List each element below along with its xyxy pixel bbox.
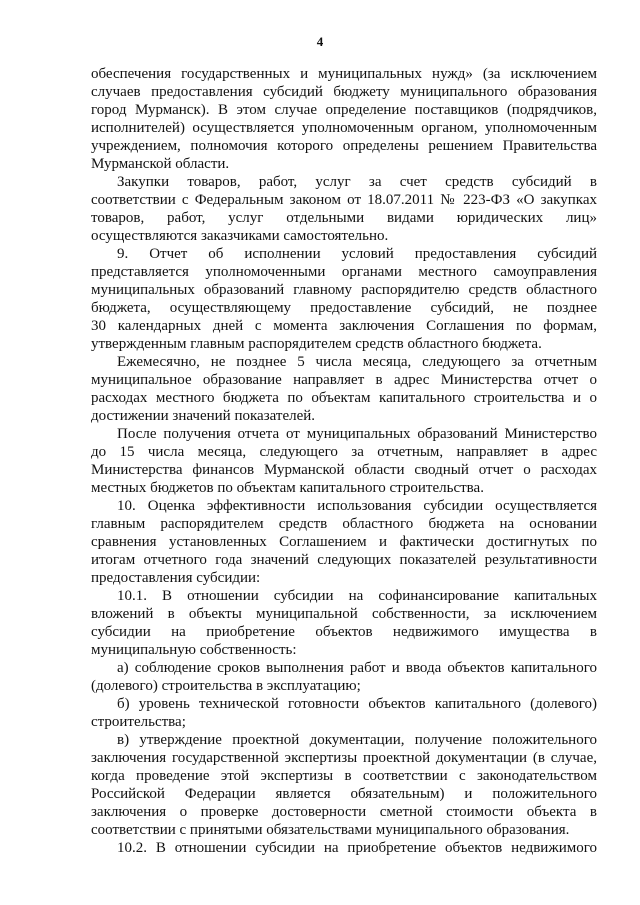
- text-line: расходах местного бюджета по объектам капитального строительства и о: [91, 390, 597, 406]
- text-line: соответствии с Федеральным законом от 18.07.2011 № 223-ФЗ «О закупках: [91, 192, 597, 208]
- text-line: Мурманской области.: [91, 156, 230, 172]
- text-line: до 15 числа месяца, следующего за отчетным, направляет в адрес: [91, 444, 597, 460]
- text-line: представляется уполномоченными органами местного самоуправления: [91, 264, 597, 280]
- page-number: 4: [316, 34, 324, 49]
- text-line: утвержденным главным распорядителем средств областного бюджета.: [91, 336, 542, 352]
- text-line: случаев предоставления субсидий бюджету муниципального образования: [91, 84, 597, 100]
- text-line: Ежемесячно, не позднее 5 числа месяца, следующего за отчетным: [117, 354, 597, 370]
- text-line: Закупки товаров, работ, услуг за счет средств субсидий в: [117, 174, 597, 190]
- text-line: товаров, работ, услуг отдельными видами юридических лиц»: [91, 210, 597, 226]
- text-line: достижении значений показателей.: [91, 408, 316, 424]
- text-line: предоставления субсидии:: [91, 570, 261, 586]
- text-line: Министерства финансов Мурманской области сводный отчет о расходах: [91, 462, 597, 478]
- text-line: субсидии на приобретение объектов недвижимого имущества в: [91, 624, 597, 640]
- text-line: соответствии с принятыми обязательствами муниципального образования.: [91, 822, 570, 838]
- text-line: осуществляются заказчиками самостоятельно.: [91, 228, 389, 244]
- text-line: учреждением, полномочия которого определены решением Правительства: [91, 138, 597, 154]
- text-line: бюджета, осуществляющему предоставление субсидий, не позднее: [91, 300, 597, 316]
- text-line: вложений в объекты муниципальной собственности, за исключением: [91, 606, 597, 622]
- text-line: (долевого) строительства в эксплуатацию;: [91, 678, 361, 694]
- text-line: город Мурманск). В этом случае определение поставщиков (подрядчиков,: [91, 102, 597, 118]
- text-line: заключения о проверке достоверности сметной стоимости объекта в: [91, 804, 597, 820]
- text-line: итогам отчетного года значений следующих показателей результативности: [91, 552, 597, 568]
- text-line: 10.1. В отношении субсидии на софинансирование капитальных: [117, 588, 597, 604]
- text-line: в) утверждение проектной документации, получение положительного: [117, 732, 597, 748]
- text-line: исполнителей) осуществляется уполномоченным органом, уполномоченным: [91, 120, 597, 136]
- text-line: После получения отчета от муниципальных образований Министерство: [117, 426, 597, 442]
- text-line: главным распорядителем средств областного бюджета на основании: [91, 516, 597, 532]
- text-line: муниципальных образований главному распорядителю средств областного: [91, 282, 597, 298]
- text-line: муниципальную собственность:: [91, 642, 297, 658]
- text-line: строительства;: [91, 714, 186, 730]
- text-line: а) соблюдение сроков выполнения работ и ввода объектов капитального: [117, 660, 597, 676]
- text-line: Российской Федерации является обязательным) и положительного: [91, 786, 597, 802]
- text-line: заключения государственной экспертизы проектной документации (в случае,: [91, 750, 597, 766]
- text-line: 10. Оценка эффективности использования субсидии осуществляется: [117, 498, 597, 514]
- text-line: 30 календарных дней с момента заключения Соглашения по формам,: [91, 318, 597, 334]
- text-line: б) уровень технической готовности объектов капитального (долевого): [117, 696, 597, 712]
- text-line: местных бюджетов по объектам капитального строительства.: [91, 480, 484, 496]
- text-line: 10.2. В отношении субсидии на приобретение объектов недвижимого: [117, 840, 597, 856]
- text-line: муниципальное образование направляет в адрес Министерства отчет о: [91, 372, 597, 388]
- text-line: обеспечения государственных и муниципальных нужд» (за исключением: [91, 66, 597, 82]
- text-line: 9. Отчет об исполнении условий предоставления субсидий: [117, 246, 597, 262]
- text-line: сравнения установленных Соглашением и фактически достигнутых по: [91, 534, 597, 550]
- text-line: когда проведение этой экспертизы в соответствии с законодательством: [91, 768, 597, 784]
- document-body: [91, 65, 597, 857]
